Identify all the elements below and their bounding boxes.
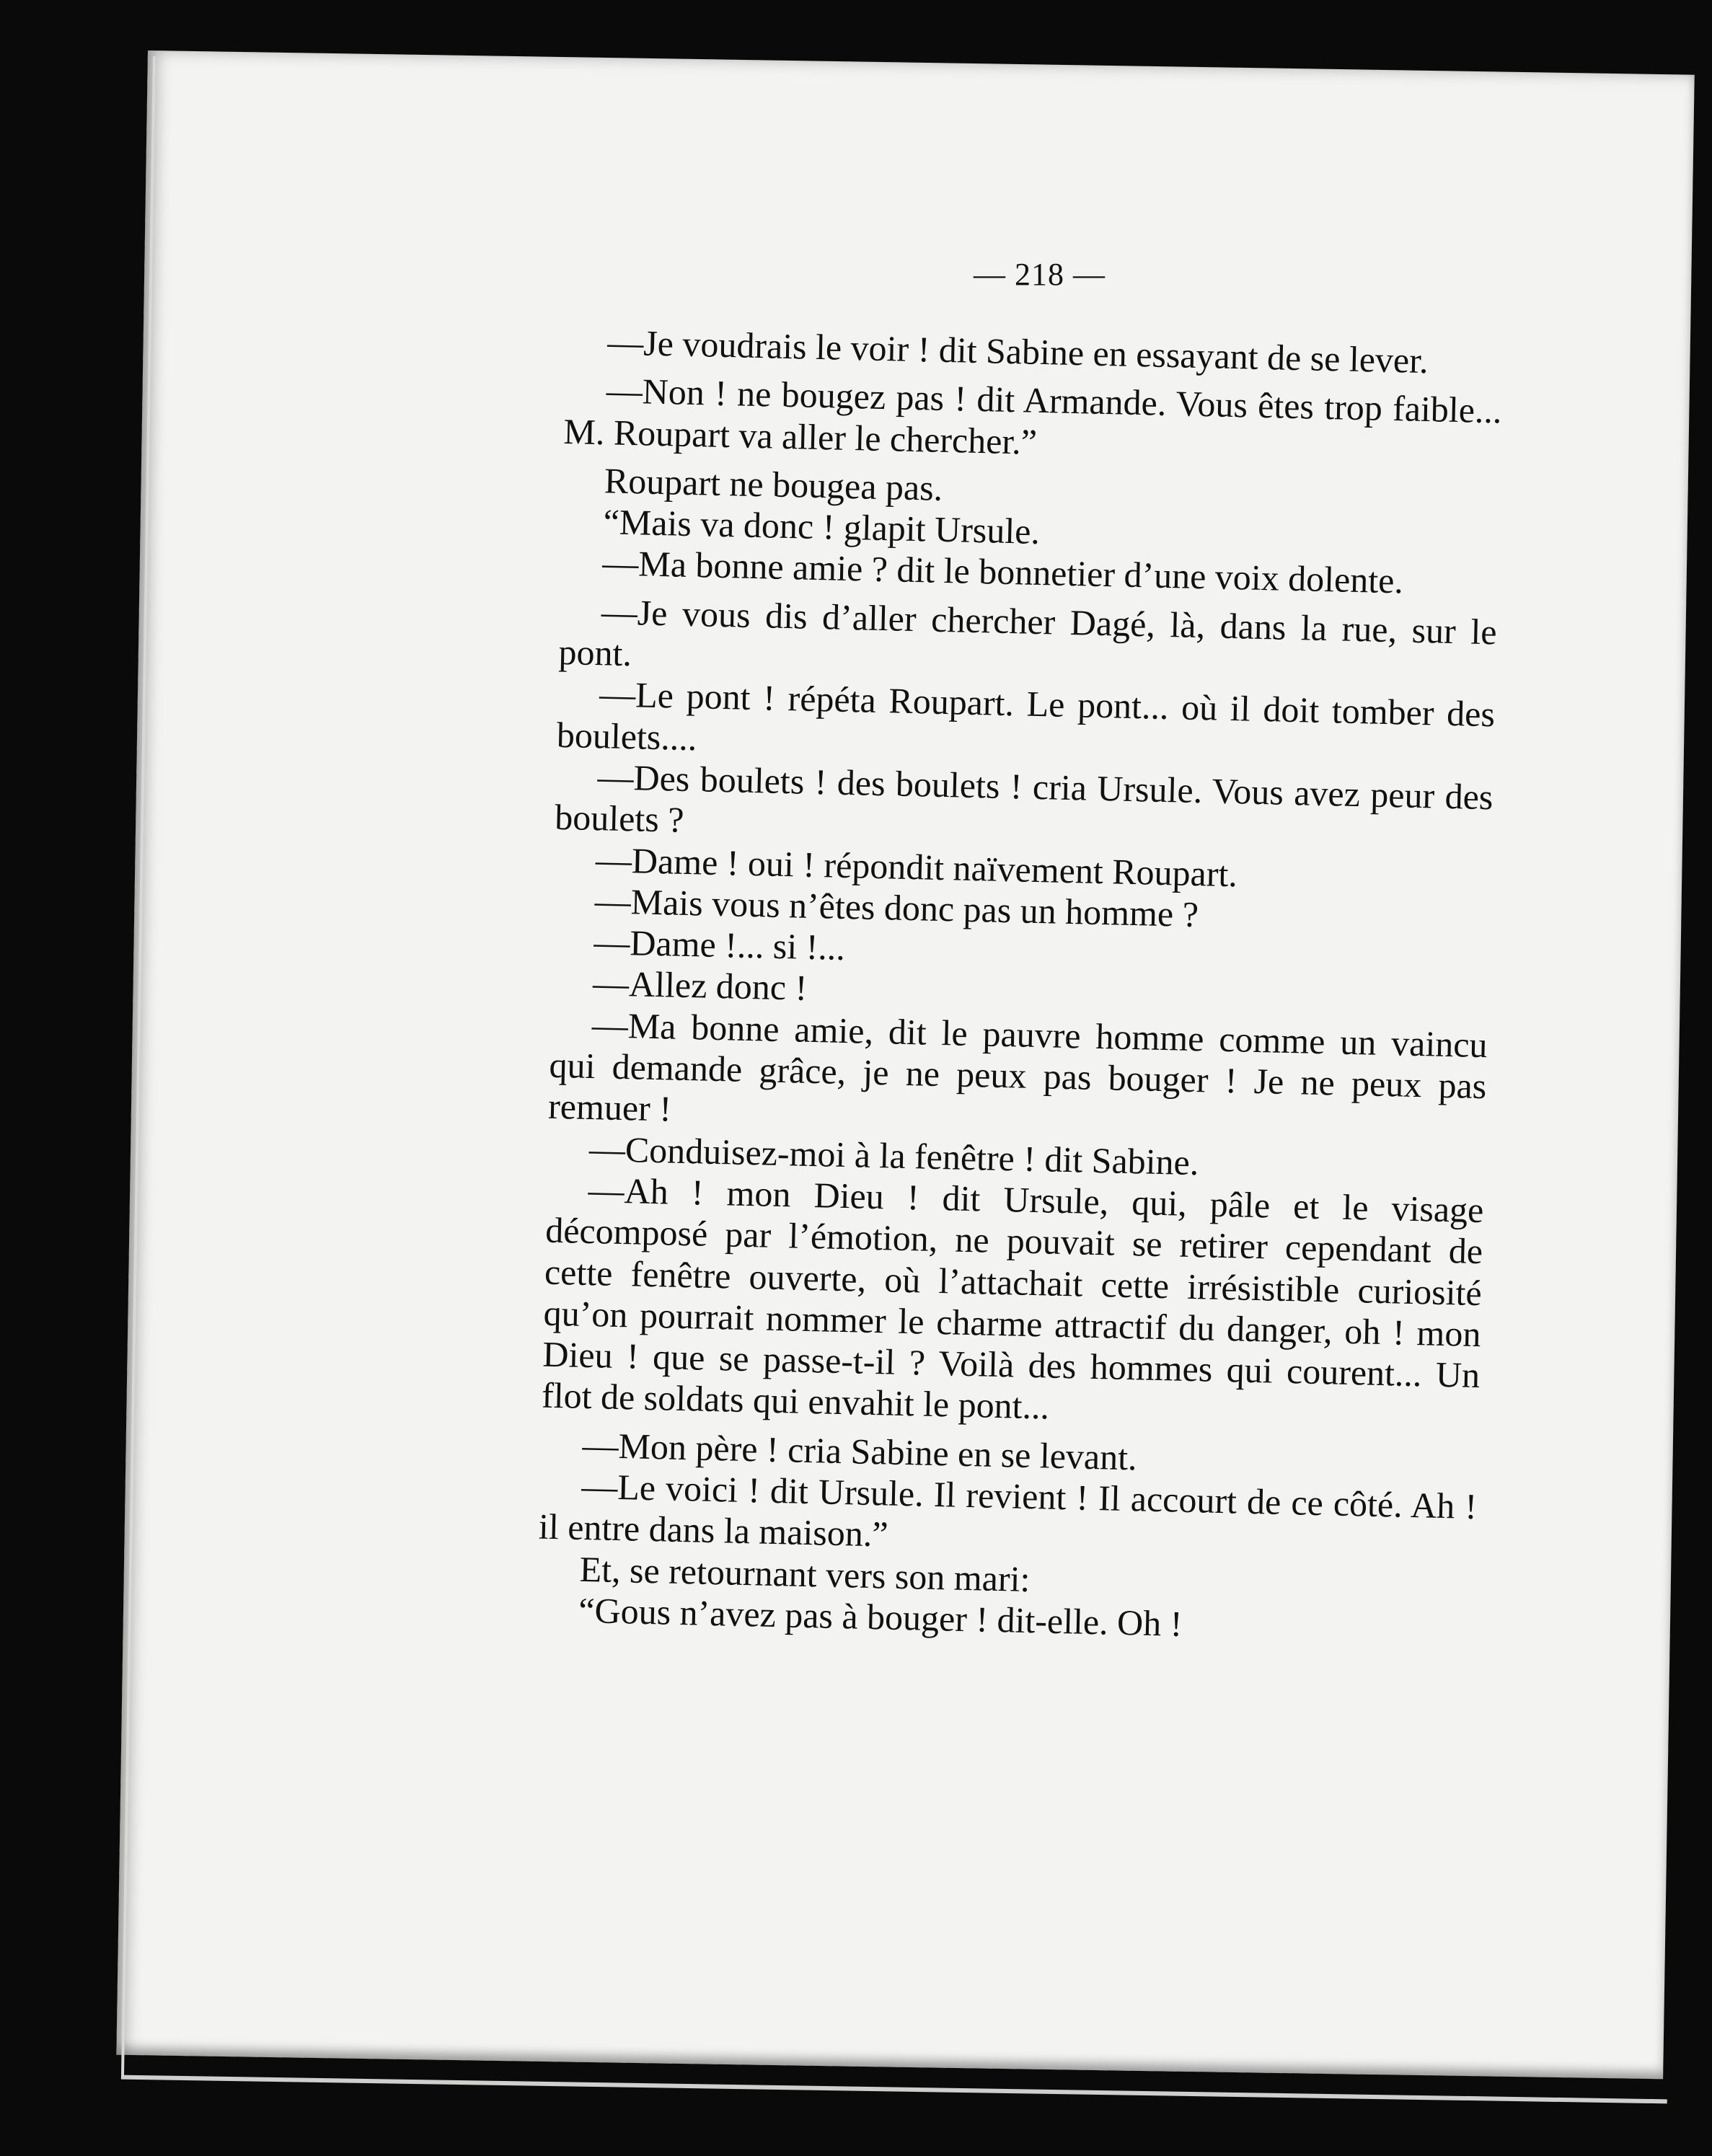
- page-text: [537, 321, 1504, 1651]
- paragraph: —Le pont ! répéta Roupart. Le pont... où il doit tomber des boulets....: [556, 673, 1496, 758]
- paragraph: “Mais va donc ! glapit Ursule.: [603, 501, 1041, 552]
- paragraph: —Des boulets ! des boulets ! cria Ursule. Vous avez peur des boulets ?: [554, 756, 1493, 841]
- paragraph: “Gous n’avez pas à bouger ! dit-elle. Oh !: [578, 1589, 1183, 1644]
- paragraph: Roupart ne bougea pas.: [604, 460, 943, 508]
- paragraph: —Ma bonne amie, dit le pauvre homme comme un vaincu qui demande grâce, je ne peux pas bouger ! Je ne peux pas remuer !: [547, 1004, 1488, 1129]
- paragraph: —Ma bonne amie ? dit le bonnetier d’une voix dolente.: [601, 542, 1404, 601]
- paragraph: —Mais vous n’êtes donc pas un homme ?: [594, 880, 1199, 935]
- paragraph: —Dame ! oui ! répondit naïvement Roupart.: [595, 839, 1238, 894]
- paragraph: —Je vous dis d’aller chercher Dagé, là, dans la rue, sur le pont.: [557, 591, 1498, 674]
- paragraph: —Le voici ! dit Ursule. Il revient ! Il accourt de ce côté. Ah ! il entre dans la maison.”: [538, 1465, 1478, 1555]
- paragraph: —Je voudrais le voir ! dit Sabine en essayant de se lever.: [606, 322, 1429, 381]
- page-number: — 218 —: [974, 257, 1106, 292]
- paragraph: —Ah ! mon Dieu ! dit Ursule, qui, pâle et le visage décomposé par l’émotion, ne pouvait se retirer cependant de cette fenêtre ouverte, où l’attachait cette irrésistible curiosité qu’on pourrait nommer le charme attractif du danger, oh ! mon Dieu ! que se passe-t-il ? Voilà des hommes qui courent... Un flot de soldats qui envahit le pont...: [541, 1169, 1484, 1428]
- paragraph: —Dame !... si !...: [593, 922, 846, 968]
- paragraph: —Conduisez-moi à la fenêtre ! dit Sabine.: [588, 1128, 1199, 1183]
- paragraph: Et, se retournant vers son mari:: [579, 1548, 1031, 1599]
- paragraph: —Non ! ne bougez pas ! dit Armande. Vous êtes trop faible... M. Roupart va aller le chercher.”: [562, 370, 1503, 462]
- paragraph: —Mon père ! cria Sabine en se levant.: [582, 1424, 1138, 1478]
- paragraph: —Allez donc !: [592, 963, 808, 1009]
